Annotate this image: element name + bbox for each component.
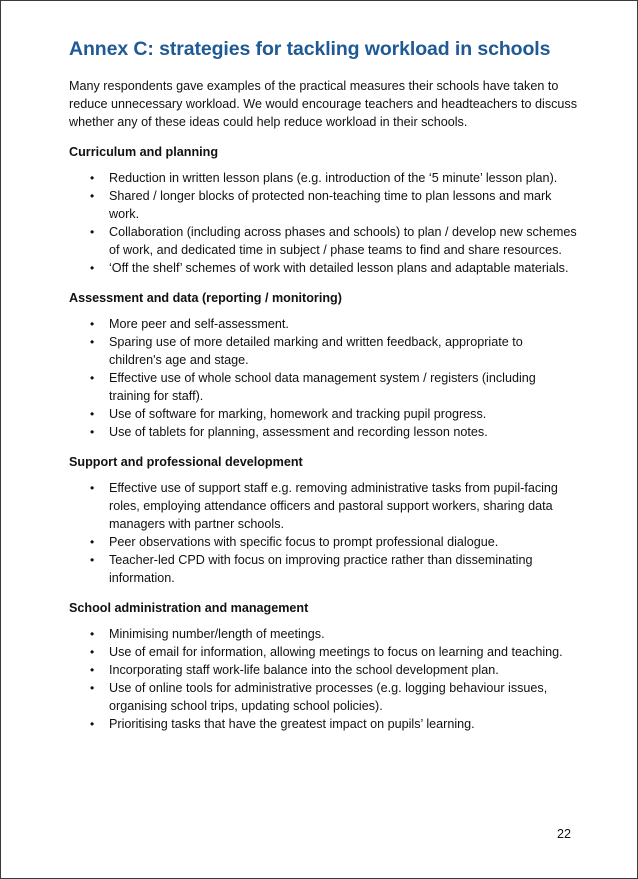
bullet-list: [69, 315, 579, 441]
section-administration: [69, 599, 579, 733]
intro-paragraph: Many respondents gave examples of the practical measures their schools have taken to reduce unnecessary workload. We would encourage teachers and headteachers to discuss whether any of these ideas could help reduce workload in their schools.: [69, 79, 578, 129]
list-item: • Incorporating staff work-life balance into the school development plan.: [90, 663, 499, 677]
section-support: [69, 453, 579, 587]
bullet-icon: •: [90, 553, 95, 567]
page-number: 22: [556, 827, 571, 841]
bullet-icon: •: [90, 317, 95, 331]
bullet-icon: •: [90, 627, 95, 641]
section-heading: Support and professional development: [69, 455, 303, 469]
list-item: • Sparing use of more detailed marking and written feedback, appropriate to children's age and stage.: [90, 335, 523, 367]
document-page: [1, 1, 637, 878]
bullet-icon: •: [90, 645, 95, 659]
bullet-icon: •: [90, 371, 95, 385]
page-title: Annex C: strategies for tackling workload in schools: [69, 38, 551, 60]
bullet-icon: •: [90, 261, 95, 275]
bullet-icon: •: [90, 717, 95, 731]
list-item: • Use of online tools for administrative processes (e.g. logging behaviour issues, organising school trips, updating school policies).: [90, 681, 548, 713]
bullet-icon: •: [90, 225, 95, 239]
list-item: • Use of software for marking, homework and tracking pupil progress.: [90, 407, 487, 421]
section-heading: Curriculum and planning: [69, 145, 219, 159]
list-item: • ‘Off the shelf’ schemes of work with detailed lesson plans and adaptable materials.: [90, 261, 569, 275]
page-content: [69, 37, 579, 733]
list-item: • Reduction in written lesson plans (e.g. introduction of the ‘5 minute’ lesson plan).: [90, 171, 558, 185]
section-assessment: [69, 289, 579, 441]
section-heading: Assessment and data (reporting / monitoring): [69, 291, 342, 305]
bullet-list: [69, 169, 579, 277]
section-heading: School administration and management: [69, 601, 309, 615]
list-item: • Minimising number/length of meetings.: [90, 627, 325, 641]
bullet-icon: •: [90, 189, 95, 203]
bullet-icon: •: [90, 171, 95, 185]
list-item: • Prioritising tasks that have the greatest impact on pupils’ learning.: [90, 717, 475, 731]
bullet-icon: •: [90, 407, 95, 421]
section-curriculum: [69, 143, 579, 277]
list-item: • Use of tablets for planning, assessment and recording lesson notes.: [90, 425, 488, 439]
list-item: • Effective use of support staff e.g. removing administrative tasks from pupil-facing roles, employing attendance officers and pastoral support workers, sharing data managers with partner schools.: [90, 481, 558, 531]
bullet-icon: •: [90, 425, 95, 439]
bullet-icon: •: [90, 663, 95, 677]
list-item: • Peer observations with specific focus to prompt professional dialogue.: [90, 535, 499, 549]
list-item: • Effective use of whole school data management system / registers (including training for staff).: [90, 371, 536, 403]
bullet-icon: •: [90, 335, 95, 349]
bullet-list: [69, 479, 579, 587]
list-item: • Shared / longer blocks of protected non-teaching time to plan lessons and mark work.: [90, 189, 552, 221]
bullet-icon: •: [90, 481, 95, 495]
list-item: • More peer and self-assessment.: [90, 317, 289, 331]
bullet-icon: •: [90, 535, 95, 549]
list-item: • Use of email for information, allowing meetings to focus on learning and teaching.: [90, 645, 563, 659]
list-item: • Teacher-led CPD with focus on improving practice rather than disseminating information.: [90, 553, 533, 585]
bullet-list: [69, 625, 579, 733]
bullet-icon: •: [90, 681, 95, 695]
list-item: • Collaboration (including across phases and schools) to plan / develop new schemes of work, and dedicated time in subject / phase teams to find and share resources.: [90, 225, 577, 257]
